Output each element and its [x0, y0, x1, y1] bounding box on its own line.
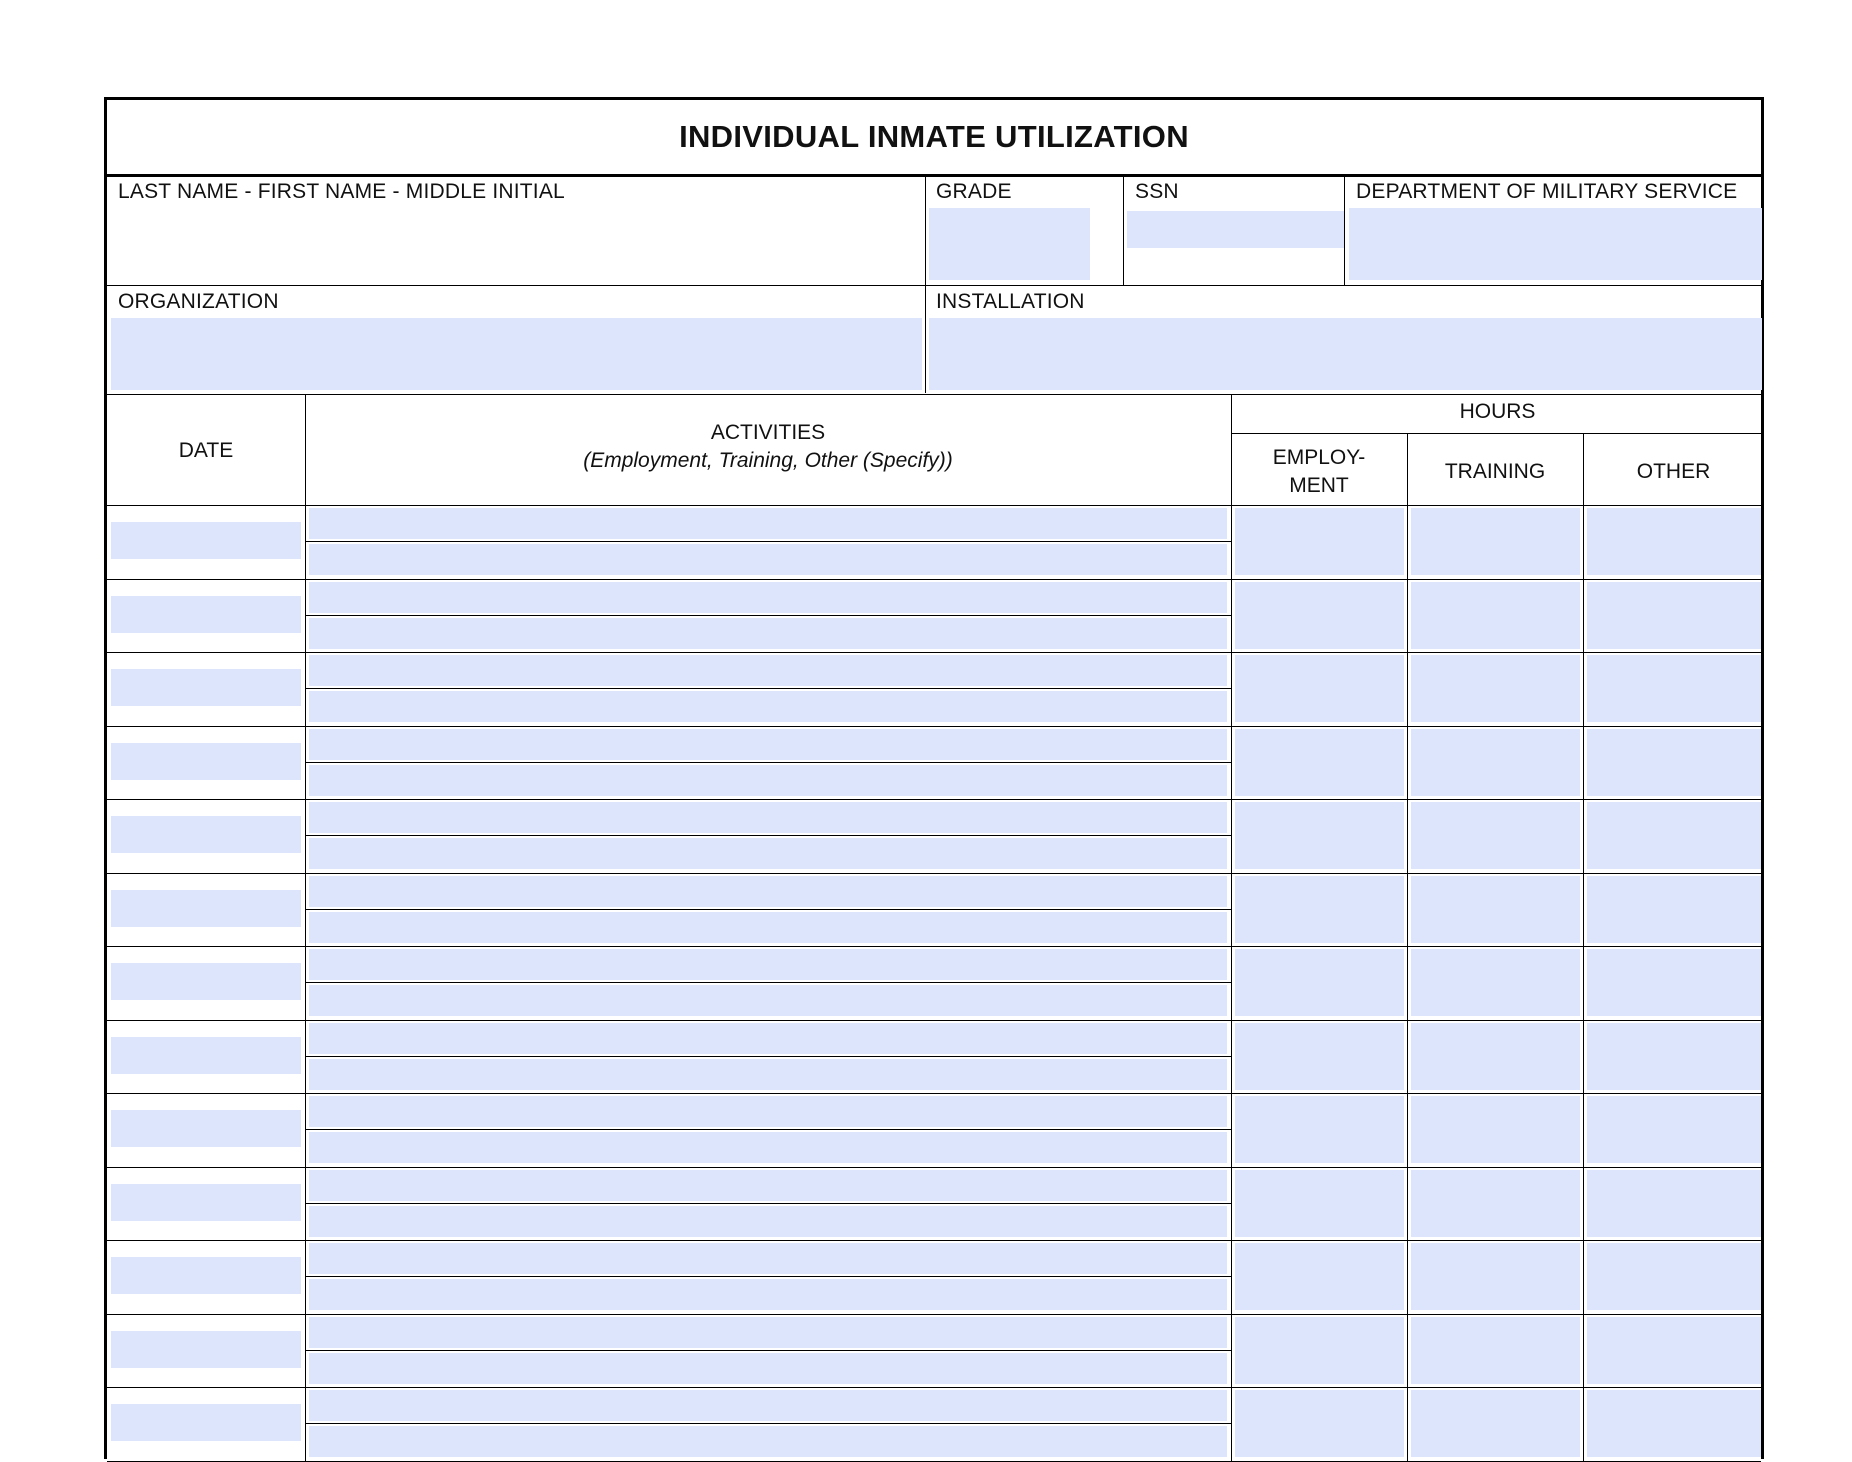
activity-line-divider [305, 1056, 1231, 1057]
training-hours-field[interactable] [1411, 1243, 1580, 1310]
training-hours-field[interactable] [1411, 729, 1580, 796]
date-field[interactable] [111, 1331, 301, 1368]
activity-line-field[interactable] [309, 876, 1227, 907]
activity-line-field[interactable] [309, 1317, 1227, 1348]
activity-line-field[interactable] [309, 691, 1227, 722]
activity-line-divider [305, 835, 1231, 836]
activity-line-field[interactable] [309, 985, 1227, 1016]
grade-label: GRADE [936, 180, 1012, 203]
activity-line-field[interactable] [309, 1206, 1227, 1237]
employment-hours-field[interactable] [1235, 876, 1404, 943]
employment-hours-field[interactable] [1235, 1170, 1404, 1237]
table-row-divider [107, 946, 1761, 947]
table-row-divider [107, 1240, 1761, 1241]
form-title: INDIVIDUAL INMATE UTILIZATION [679, 119, 1189, 154]
ssn-field[interactable] [1127, 211, 1344, 248]
organization-label: ORGANIZATION [118, 290, 279, 313]
date-field[interactable] [111, 669, 301, 706]
divider-v3 [1344, 177, 1345, 285]
date-field[interactable] [111, 1184, 301, 1221]
activity-line-field[interactable] [309, 1390, 1227, 1421]
employment-hours-field[interactable] [1235, 1096, 1404, 1163]
grade-field[interactable] [929, 208, 1090, 280]
table-row-divider [107, 799, 1761, 800]
date-field[interactable] [111, 1110, 301, 1147]
table-row-divider [107, 1314, 1761, 1315]
other-hours-field[interactable] [1587, 1317, 1761, 1384]
activities-header [305, 419, 1231, 475]
training-hours-field[interactable] [1411, 949, 1580, 1016]
other-hours-field[interactable] [1587, 1243, 1761, 1310]
table-row-divider [107, 1020, 1761, 1021]
other-hours-field[interactable] [1587, 582, 1761, 649]
ssn-label: SSN [1135, 180, 1179, 203]
employment-hours-field[interactable] [1235, 1023, 1404, 1090]
date-field[interactable] [111, 596, 301, 633]
employment-header [1231, 444, 1407, 500]
activity-line-field[interactable] [309, 838, 1227, 869]
table-row-divider [107, 1461, 1761, 1462]
activity-line-divider [305, 1203, 1231, 1204]
name-label: LAST NAME - FIRST NAME - MIDDLE INITIAL [118, 180, 565, 203]
other-hours-field[interactable] [1587, 1096, 1761, 1163]
employment-hours-field[interactable] [1235, 802, 1404, 869]
activity-line-divider [305, 1276, 1231, 1277]
employment-header-line1: EMPLOY- [1272, 446, 1366, 469]
divider-v2 [1123, 177, 1124, 285]
department-field[interactable] [1349, 208, 1762, 280]
other-hours-field[interactable] [1587, 1023, 1761, 1090]
activity-line-field[interactable] [309, 802, 1227, 833]
activity-line-field[interactable] [309, 765, 1227, 796]
other-header: OTHER [1636, 460, 1711, 483]
activities-column-divider [1231, 394, 1232, 1462]
table-row-divider [107, 1387, 1761, 1388]
table-row-divider [107, 1167, 1761, 1168]
date-column-divider [305, 394, 306, 1462]
other-hours-field[interactable] [1587, 876, 1761, 943]
table-row-divider [107, 1093, 1761, 1094]
activity-line-divider [305, 1350, 1231, 1351]
other-hours-field[interactable] [1587, 655, 1761, 722]
activity-line-divider [305, 982, 1231, 983]
employment-hours-field[interactable] [1235, 655, 1404, 722]
activity-line-field[interactable] [309, 582, 1227, 613]
training-hours-field[interactable] [1411, 1096, 1580, 1163]
table-row-divider [107, 579, 1761, 580]
training-hours-field[interactable] [1411, 582, 1580, 649]
activity-line-field[interactable] [309, 949, 1227, 980]
table-row-divider [107, 873, 1761, 874]
employment-hours-field[interactable] [1235, 1390, 1404, 1457]
employment-hours-field[interactable] [1235, 1317, 1404, 1384]
other-hours-field[interactable] [1587, 508, 1761, 575]
activity-line-field[interactable] [309, 1353, 1227, 1384]
activity-line-field[interactable] [309, 544, 1227, 575]
employment-hours-field[interactable] [1235, 729, 1404, 796]
employment-hours-field[interactable] [1235, 508, 1404, 575]
activity-line-field[interactable] [309, 912, 1227, 943]
date-field[interactable] [111, 816, 301, 853]
activity-line-field[interactable] [309, 1170, 1227, 1201]
other-hours-field[interactable] [1587, 949, 1761, 1016]
date-field[interactable] [111, 890, 301, 927]
activity-line-divider [305, 1423, 1231, 1424]
training-hours-field[interactable] [1411, 508, 1580, 575]
row1-divider [107, 285, 1761, 286]
activity-line-field[interactable] [309, 1243, 1227, 1274]
training-header: TRAINING [1444, 460, 1546, 483]
activity-line-field[interactable] [309, 1023, 1227, 1054]
other-hours-field[interactable] [1587, 802, 1761, 869]
training-hours-field[interactable] [1411, 1170, 1580, 1237]
table-row-divider [107, 726, 1761, 727]
activity-line-field[interactable] [309, 618, 1227, 649]
activity-line-field[interactable] [309, 1426, 1227, 1457]
date-field[interactable] [111, 963, 301, 1000]
date-field[interactable] [111, 522, 301, 559]
training-hours-field[interactable] [1411, 1317, 1580, 1384]
activity-line-field[interactable] [309, 1059, 1227, 1090]
employment-column-divider [1407, 433, 1408, 1462]
activity-line-field[interactable] [309, 729, 1227, 760]
training-hours-field[interactable] [1411, 655, 1580, 722]
installation-field[interactable] [929, 318, 1762, 390]
other-hours-field[interactable] [1587, 1170, 1761, 1237]
row2-divider [107, 394, 1761, 395]
department-label: DEPARTMENT OF MILITARY SERVICE [1356, 180, 1738, 203]
date-field[interactable] [111, 1404, 301, 1441]
installation-label: INSTALLATION [936, 290, 1085, 313]
other-hours-field[interactable] [1587, 729, 1761, 796]
employment-hours-field[interactable] [1235, 949, 1404, 1016]
training-hours-field[interactable] [1411, 1390, 1580, 1457]
training-column-divider [1583, 433, 1584, 1462]
header-bottom-divider [107, 505, 1761, 506]
inmate-utilization-form [104, 97, 1764, 1459]
date-field[interactable] [111, 1257, 301, 1294]
activity-line-divider [305, 909, 1231, 910]
date-field[interactable] [111, 1037, 301, 1074]
organization-field[interactable] [111, 318, 922, 390]
activity-line-divider [305, 762, 1231, 763]
employment-hours-field[interactable] [1235, 582, 1404, 649]
table-row-divider [107, 652, 1761, 653]
activity-line-divider [305, 1129, 1231, 1130]
training-hours-field[interactable] [1411, 802, 1580, 869]
date-header: DATE [178, 439, 234, 462]
activity-line-field[interactable] [309, 508, 1227, 539]
activity-line-field[interactable] [309, 1096, 1227, 1127]
activity-line-field[interactable] [309, 1132, 1227, 1163]
training-hours-field[interactable] [1411, 876, 1580, 943]
hours-divider [1231, 433, 1761, 434]
date-field[interactable] [111, 743, 301, 780]
name-field[interactable] [111, 208, 926, 276]
activity-line-divider [305, 688, 1231, 689]
training-hours-field[interactable] [1411, 1023, 1580, 1090]
other-hours-field[interactable] [1587, 1390, 1761, 1457]
activity-line-divider [305, 541, 1231, 542]
employment-hours-field[interactable] [1235, 1243, 1404, 1310]
activities-header-title: ACTIVITIES [710, 421, 826, 444]
employment-header-line2: MENT [1289, 474, 1349, 497]
hours-header: HOURS [1459, 400, 1536, 423]
title-divider [107, 174, 1761, 177]
activity-line-field[interactable] [309, 1279, 1227, 1310]
activity-line-field[interactable] [309, 655, 1227, 686]
activities-header-subtitle: (Employment, Training, Other (Specify)) [583, 449, 953, 472]
activity-line-divider [305, 615, 1231, 616]
